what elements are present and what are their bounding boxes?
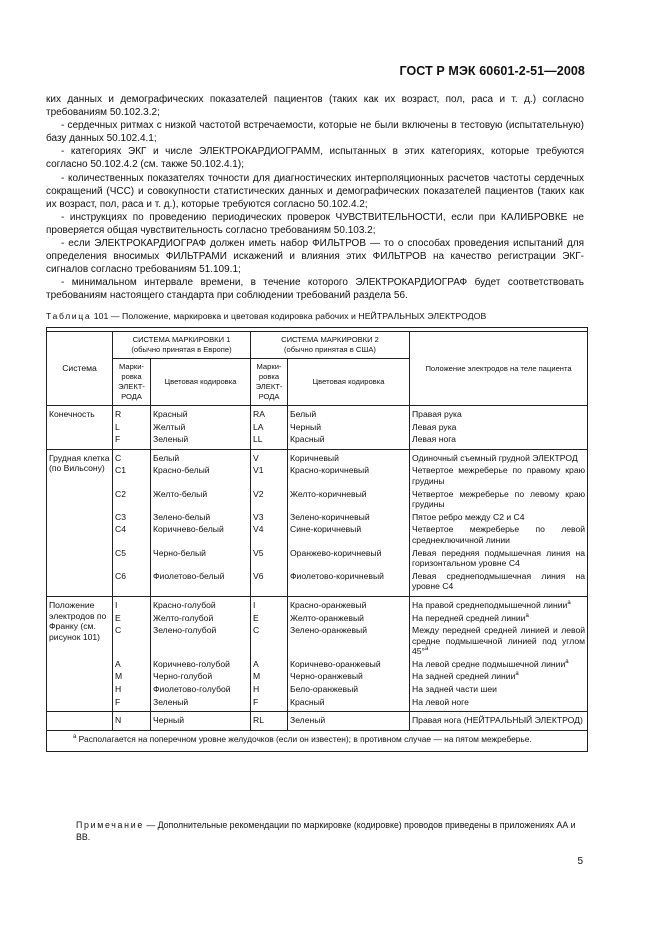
marking-1-cell: C — [113, 449, 151, 464]
table-row — [47, 658, 588, 671]
table-note — [46, 819, 586, 843]
marking-1-cell: F — [113, 433, 151, 449]
table-row — [47, 464, 588, 487]
marking-2-cell: V3 — [251, 511, 288, 524]
position-cell — [410, 547, 588, 570]
marking-2-cell: F — [251, 696, 288, 712]
position-text: Четвертое межреберье по левому краю грудины — [412, 488, 586, 510]
header-color-1: Цветовая кодировка — [151, 359, 251, 406]
color-1-cell: Коричнево-белый — [151, 523, 251, 546]
note-label: Примечание — [76, 820, 144, 830]
footnote-ref: a — [525, 612, 529, 619]
color-2-cell: Фиолетово-коричневый — [288, 570, 410, 597]
color-2-cell: Оранжево-коричневый — [288, 547, 410, 570]
electrode-table — [46, 327, 588, 752]
marking-2-cell: LL — [251, 433, 288, 449]
footnote-ref: a — [565, 659, 569, 666]
body-paragraph: ких данных и демографических показателей пациентов (таких как их возраст, пол, раса и т. д.) согласно требованиям 50.102.3.2; — [46, 94, 584, 119]
marking-1-cell: E — [113, 612, 151, 625]
system-cell: Грудная клетка (по Вильсону) — [47, 449, 113, 596]
marking-2-cell: RA — [251, 406, 288, 421]
marking-2-cell: V6 — [251, 570, 288, 597]
color-1-cell: Зеленый — [151, 433, 251, 449]
color-2-cell: Зеленый — [288, 712, 410, 731]
position-text: Пятое ребро между C2 и C4 — [412, 511, 525, 522]
position-cell — [410, 464, 588, 487]
note-text: — Дополнительные рекомендации по маркировке (кодировке) проводов приведены в приложениях АА и ВВ. — [76, 820, 576, 842]
marking-1-cell: I — [113, 596, 151, 611]
marking-1-cell: H — [113, 683, 151, 696]
color-2-cell: Черно-оранжевый — [288, 670, 410, 683]
table-caption — [46, 311, 586, 321]
marking-2-cell: V1 — [251, 464, 288, 487]
footnote-ref: a — [425, 646, 429, 653]
position-text: Четвертое межреберье по левой среднеключичной линии — [412, 524, 586, 545]
position-cell — [410, 658, 588, 671]
position-cell — [410, 449, 588, 464]
marking-2-cell: C — [251, 624, 288, 658]
position-cell — [410, 612, 588, 625]
table-row — [47, 449, 588, 464]
color-2-cell: Черный — [288, 421, 410, 434]
position-text: На левой средне подмышечной линии — [412, 658, 566, 669]
color-2-cell: Желто-оранжевый — [288, 612, 410, 625]
position-text: Правая нога (НЕЙТРАЛЬНЫЙ ЭЛЕКТРОД) — [412, 715, 583, 726]
body-paragraph: - минимальном интервале времени, в течение которого ЭЛЕКТРОКАРДИОГРАФ будет соответствовать требованиям настоящего стандарта при соблюдении требований раздела 56. — [46, 277, 584, 302]
color-1-cell: Фиолетово-белый — [151, 570, 251, 597]
marking-2-cell: V4 — [251, 523, 288, 546]
marking-2-cell: E — [251, 612, 288, 625]
position-cell — [410, 488, 588, 511]
table-row — [47, 696, 588, 712]
position-text: На передней средней линии — [412, 612, 526, 623]
position-cell — [410, 433, 588, 449]
position-cell — [410, 670, 588, 683]
position-text: Левая среднеподмышечная линия на уровне C4 — [412, 570, 586, 592]
marking-1-cell: A — [113, 658, 151, 671]
color-1-cell: Желтый — [151, 421, 251, 434]
position-text: Левая передняя подмышечная линия на горизонтальном уровне C4 — [412, 547, 586, 569]
marking-1-cell: R — [113, 406, 151, 421]
footnote-ref: a — [515, 671, 519, 678]
header-position: Положение электродов на теле пациента — [410, 332, 588, 406]
position-cell — [410, 596, 588, 611]
table-row — [47, 570, 588, 597]
marking-1-cell: C3 — [113, 511, 151, 524]
position-text: Одиночный съемный грудной ЭЛЕКТРОД — [412, 452, 578, 463]
body-paragraph: - сердечных ритмах с низкой частотой встречаемости, которые не были включены в тестовую (испытательную) базу данных 50.102.4.1; — [46, 120, 584, 145]
table-row — [47, 596, 588, 611]
marking-2-cell: V5 — [251, 547, 288, 570]
color-1-cell: Зелено-белый — [151, 511, 251, 524]
footnote-mark: a — [73, 734, 77, 741]
position-cell — [410, 523, 588, 546]
color-1-cell: Черно-голубой — [151, 670, 251, 683]
color-1-cell: Зелено-голубой — [151, 624, 251, 658]
marking-2-cell: V2 — [251, 488, 288, 511]
color-1-cell: Зеленый — [151, 696, 251, 712]
marking-1-cell: C1 — [113, 464, 151, 487]
color-1-cell: Красно-белый — [151, 464, 251, 487]
standard-designation: ГОСТ Р МЭК 60601-2-51—2008 — [399, 64, 585, 78]
color-1-cell: Желто-голубой — [151, 612, 251, 625]
position-cell — [410, 712, 588, 731]
color-1-cell: Коричнево-голубой — [151, 658, 251, 671]
table-row — [47, 433, 588, 449]
color-2-cell: Коричнево-оранжевый — [288, 658, 410, 671]
table-row — [47, 511, 588, 524]
footnote-text: Располагается на поперечном уровне желудочков (если он известен); в противном случае — на пятом межреберье. — [78, 733, 532, 744]
header-marking-2: Марки- ровка ЭЛЕКТ- РОДА — [251, 359, 288, 406]
marking-2-cell: V — [251, 449, 288, 464]
position-text: На левой ноге — [412, 696, 469, 707]
position-text: Между передней средней линией и левой средне подмышечной линией под углом 45° — [412, 625, 586, 657]
color-1-cell: Черно-белый — [151, 547, 251, 570]
header-system-2: СИСТЕМА МАРКИРОВКИ 2 (обычно принятая в США) — [251, 332, 410, 359]
marking-2-cell: I — [251, 596, 288, 611]
color-2-cell: Бело-оранжевый — [288, 683, 410, 696]
position-text: На правой среднеподмышечной линии — [412, 599, 568, 610]
color-2-cell: Зелено-оранжевый — [288, 624, 410, 658]
marking-2-cell: RL — [251, 712, 288, 731]
position-cell — [410, 406, 588, 421]
marking-1-cell: C6 — [113, 570, 151, 597]
body-paragraph: - инструкциях по проведению периодических проверок ЧУВСТВИТЕЛЬНОСТИ, если при КАЛИБРОВКЕ не проверяется общая чувствительность согласно требованиям 50.103.2; — [46, 211, 584, 236]
color-1-cell: Желто-белый — [151, 488, 251, 511]
position-text: На задней средней линии — [412, 671, 516, 682]
position-cell — [410, 696, 588, 712]
table-row — [47, 488, 588, 511]
table-row — [47, 523, 588, 546]
position-text: Правая рука — [412, 409, 462, 419]
marking-1-cell: M — [113, 670, 151, 683]
marking-2-cell: LA — [251, 421, 288, 434]
position-text: Левая рука — [412, 421, 457, 432]
table-row — [47, 421, 588, 434]
table-row — [47, 712, 588, 731]
system-cell: Конечность — [47, 406, 113, 450]
table-caption-text: 101 — Положение, маркировка и цветовая кодировка рабочих и НЕЙТРАЛЬНЫХ ЭЛЕКТРОДОВ — [93, 311, 487, 321]
position-cell — [410, 421, 588, 434]
color-2-cell: Желто-коричневый — [288, 488, 410, 511]
position-text: На задней части шеи — [412, 684, 497, 695]
page-number: 5 — [577, 856, 583, 867]
color-2-cell: Зелено-коричневый — [288, 511, 410, 524]
color-1-cell: Черный — [151, 712, 251, 731]
table-row — [47, 406, 588, 421]
position-text: Четвертое межреберье по правому краю грудины — [412, 465, 586, 486]
position-text: Левая нога — [412, 434, 456, 445]
position-cell — [410, 570, 588, 597]
table-row — [47, 670, 588, 683]
header-color-2: Цветовая кодировка — [288, 359, 410, 406]
marking-1-cell: N — [113, 712, 151, 731]
position-cell — [410, 683, 588, 696]
table-row — [47, 547, 588, 570]
marking-1-cell: F — [113, 696, 151, 712]
table-row — [47, 624, 588, 658]
body-paragraph: - количественных показателях точности для диагностических интерполяционных расчетов частоты сердечных сокращений (ЧСС) и совокупности статистических данных и демографических показателей пациентов (таких как их возраст, пол, раса и т. д.), которые требуются согласно 50.102.4.2; — [46, 172, 584, 210]
table-footnote — [47, 730, 588, 751]
color-1-cell: Красно-голубой — [151, 596, 251, 611]
marking-1-cell: C — [113, 624, 151, 658]
color-1-cell: Фиолетово-голубой — [151, 683, 251, 696]
color-2-cell: Красно-коричневый — [288, 464, 410, 487]
system-cell — [47, 712, 113, 731]
color-1-cell: Белый — [151, 449, 251, 464]
color-1-cell: Красный — [151, 406, 251, 421]
table-caption-label: Таблица — [46, 311, 92, 321]
marking-1-cell: L — [113, 421, 151, 434]
color-2-cell: Белый — [288, 406, 410, 421]
header-system: Система — [47, 332, 113, 406]
header-system-1: СИСТЕМА МАРКИРОВКИ 1 (обычно принятая в Европе) — [113, 332, 251, 359]
position-cell — [410, 624, 588, 658]
marking-1-cell: C4 — [113, 523, 151, 546]
position-cell — [410, 511, 588, 524]
footnote-ref: a — [567, 600, 571, 607]
marking-1-cell: C5 — [113, 547, 151, 570]
body-paragraph: - если ЭЛЕКТРОКАРДИОГРАФ должен иметь набор ФИЛЬТРОВ — то о способах проведения испытаний для определения вносимых ФИЛЬТРАМИ искажений и влияния этих ФИЛЬТРОВ на качество регистрации ЭКГ-сигналов согласно требованиям 51.109.1; — [46, 238, 584, 276]
color-2-cell: Красный — [288, 696, 410, 712]
system-cell: Положение электродов по Франку (см. рисунок 101) — [47, 596, 113, 711]
color-2-cell: Красный — [288, 433, 410, 449]
color-2-cell: Коричневый — [288, 449, 410, 464]
body-text — [46, 93, 584, 303]
header-marking-1: Марки- ровка ЭЛЕКТ- РОДА — [113, 359, 151, 406]
marking-2-cell: H — [251, 683, 288, 696]
color-2-cell: Красно-оранжевый — [288, 596, 410, 611]
marking-1-cell: C2 — [113, 488, 151, 511]
table-row — [47, 683, 588, 696]
marking-2-cell: M — [251, 670, 288, 683]
table-row — [47, 612, 588, 625]
color-2-cell: Сине-коричневый — [288, 523, 410, 546]
marking-2-cell: A — [251, 658, 288, 671]
body-paragraph: - категориях ЭКГ и числе ЭЛЕКТРОКАРДИОГРАММ, испытанных в этих категориях, которые требуются согласно 50.102.4.2 (см. также 50.102.4.1); — [46, 146, 584, 171]
